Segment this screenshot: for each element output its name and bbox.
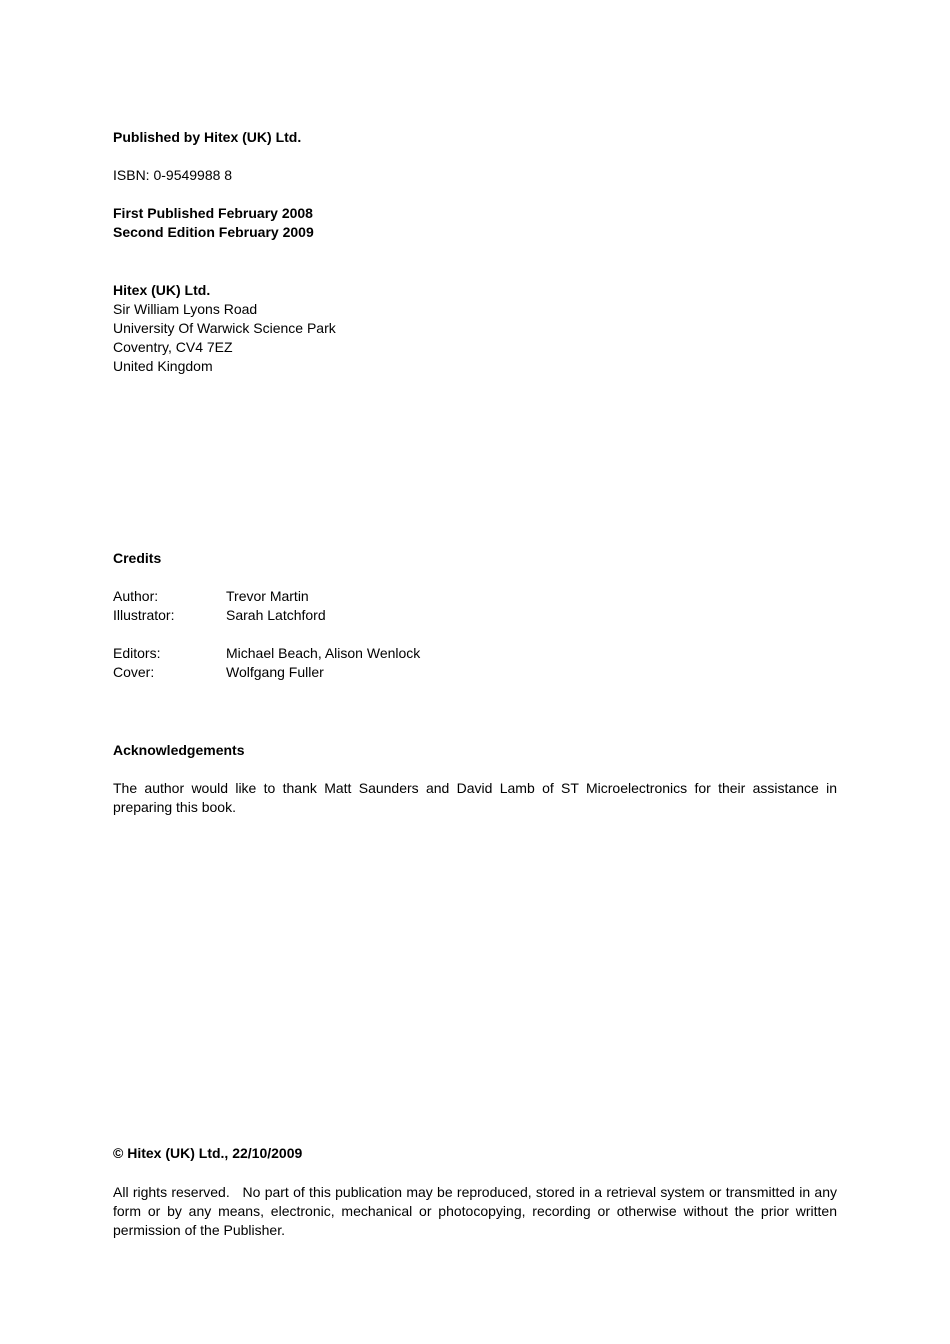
first-published: First Published February 2008 xyxy=(113,205,313,221)
isbn: ISBN: 0-9549988 8 xyxy=(113,167,233,183)
address-line-2: University Of Warwick Science Park xyxy=(113,320,336,336)
credit-value-editors: Michael Beach, Alison Wenlock xyxy=(226,645,421,661)
acknowledgements-text: The author would like to thank Matt Saunders and David Lamb of ST Microelectronics for their assistance in preparing this book. xyxy=(113,780,837,815)
copyright-notice: © Hitex (UK) Ltd., 22/10/2009 xyxy=(113,1145,303,1161)
credit-label-editors: Editors: xyxy=(113,645,161,661)
address-company: Hitex (UK) Ltd. xyxy=(113,282,211,298)
address-line-1: Sir William Lyons Road xyxy=(113,301,258,317)
rights-statement: All rights reserved. No part of this publication may be reproduced, stored in a retrieval system or transmitted in any form or by any means, electronic, mechanical or photocopying, recording or otherwise without the prior written permission of the Publisher. xyxy=(113,1184,841,1238)
credit-label-illustrator: Illustrator: xyxy=(113,607,175,623)
credit-label-author: Author: xyxy=(113,588,159,604)
credit-value-cover: Wolfgang Fuller xyxy=(226,664,324,680)
published-by: Published by Hitex (UK) Ltd. xyxy=(113,129,302,145)
acknowledgements-heading: Acknowledgements xyxy=(113,742,245,758)
credit-value-author: Trevor Martin xyxy=(226,588,309,604)
second-edition: Second Edition February 2009 xyxy=(113,224,314,240)
address-line-4: United Kingdom xyxy=(113,358,213,374)
credit-label-cover: Cover: xyxy=(113,664,155,680)
address-line-3: Coventry, CV4 7EZ xyxy=(113,339,233,355)
credit-value-illustrator: Sarah Latchford xyxy=(226,607,326,623)
credits-heading: Credits xyxy=(113,550,162,566)
